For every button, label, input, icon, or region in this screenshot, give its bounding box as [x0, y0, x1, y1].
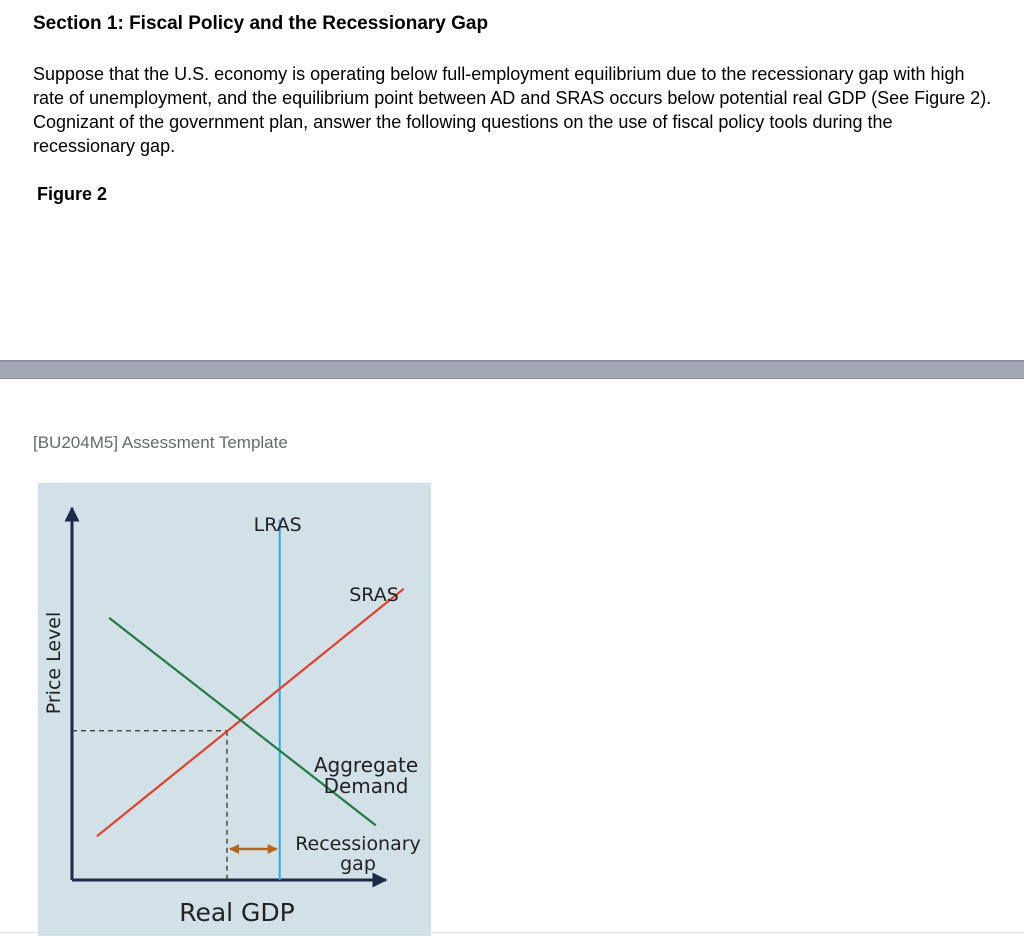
aggregate-demand-label: Aggregate Demand — [313, 753, 419, 798]
intro-paragraph: Suppose that the U.S. economy is operating below full-employment equilibrium due to the recessionary gap with high rate of unemployment, and the equilibrium point between AD and SRAS occurs below potential real GDP (See Figure 2). Cognizant of the government plan, answer the following questions on the use of fiscal policy tools during the recessionary gap. — [33, 64, 992, 156]
page-header: [BU204M5] Assessment Template — [33, 433, 288, 452]
x-axis-label: Real GDP — [179, 898, 295, 927]
figure-label: Figure 2 — [37, 184, 108, 204]
page-divider — [0, 360, 1024, 379]
section-title: Section 1: Fiscal Policy and the Recessionary Gap — [33, 13, 489, 34]
bottom-rule — [0, 932, 1024, 933]
recessionary-gap-label: Recessionary gap — [295, 833, 421, 875]
figure-2-chart — [38, 483, 431, 936]
y-axis-label: Price Level — [43, 611, 65, 715]
lras-label: LRAS — [253, 514, 302, 536]
sras-label: SRAS — [349, 584, 399, 606]
sras-line — [97, 589, 404, 837]
chart-svg — [38, 483, 431, 936]
document-page-top — [0, 0, 1024, 360]
